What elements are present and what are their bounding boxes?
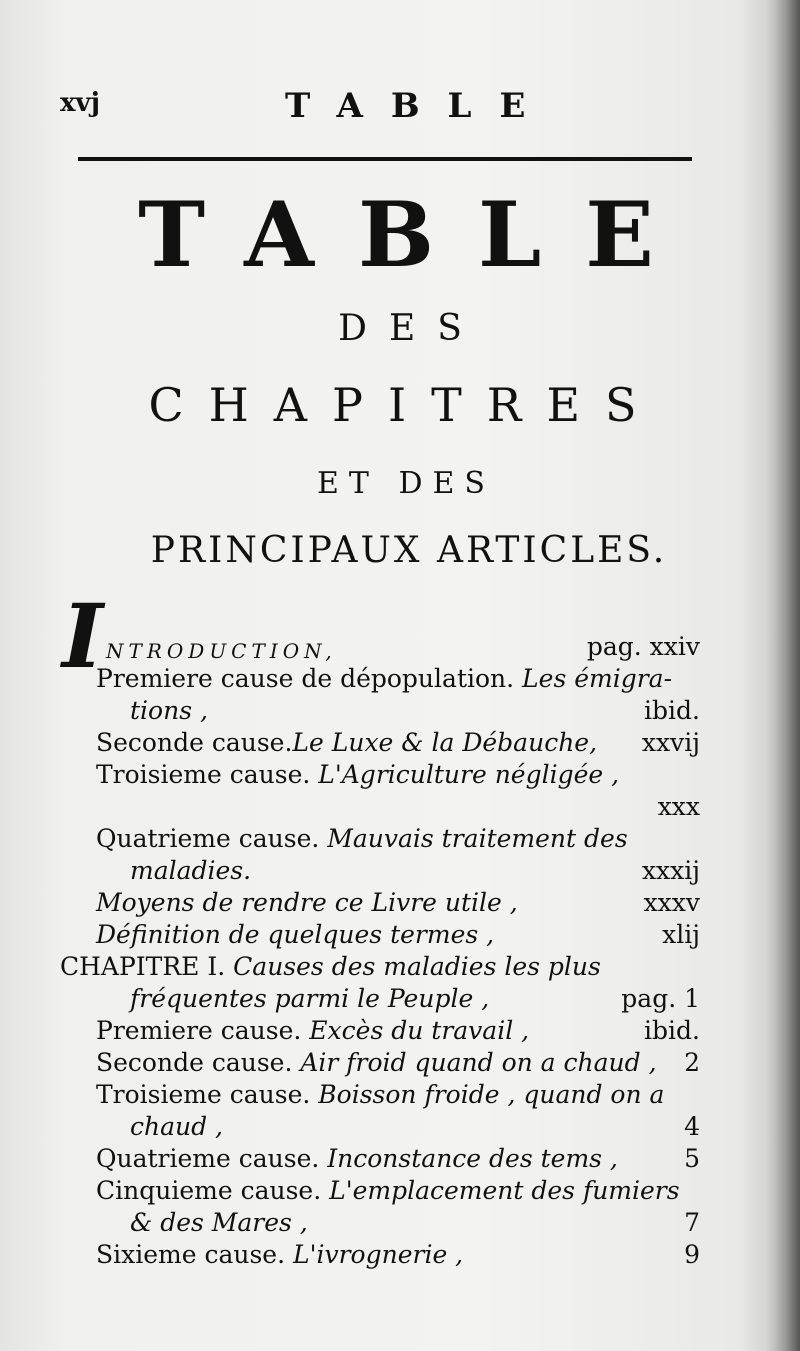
toc-entry-italic: L'Agriculture négligée , xyxy=(318,760,620,789)
toc-entry-page: pag. xxiv xyxy=(586,632,700,661)
title-et-des: ET DES xyxy=(317,466,495,501)
toc-entry-italic: Mauvais traitement des xyxy=(327,824,628,853)
toc-entry xyxy=(60,856,700,888)
toc-entry-text xyxy=(96,1080,664,1110)
toc-entry xyxy=(60,824,700,856)
page-number: xvj xyxy=(60,88,101,118)
toc-entry-page: ibid. xyxy=(644,696,700,725)
toc-entry-text xyxy=(96,1048,657,1078)
toc-entry-text xyxy=(96,1240,463,1270)
toc-entry-text: NTRODUCTION, xyxy=(106,639,337,663)
toc-entry-italic: chaud , xyxy=(130,1112,224,1141)
toc-entry-page: pag. 1 xyxy=(621,984,700,1013)
toc-entry xyxy=(60,1176,700,1208)
toc-entry-label: Seconde cause. xyxy=(96,1048,293,1077)
toc-entry xyxy=(60,664,700,696)
title-des: DES xyxy=(338,308,484,349)
toc-entry-label: Quatrieme cause. xyxy=(96,1144,320,1173)
toc-entry xyxy=(60,984,700,1016)
toc-entry-page: xlij xyxy=(662,920,700,949)
toc-entry-italic: & des Mares , xyxy=(130,1208,308,1237)
toc-entry xyxy=(60,696,700,728)
toc-entry xyxy=(60,760,700,792)
toc-entry xyxy=(60,920,700,952)
toc-entry-italic: Air froid quand on a chaud , xyxy=(300,1048,657,1077)
toc-entry-italic: L'ivrognerie , xyxy=(293,1240,464,1269)
toc-entry-italic: tions , xyxy=(130,696,208,725)
toc-entry-text xyxy=(96,664,672,694)
toc-entry-label: Cinquieme cause. xyxy=(96,1176,322,1205)
toc-entry xyxy=(60,1144,700,1176)
toc-entry-label: Seconde cause. xyxy=(96,728,293,757)
toc-entry xyxy=(60,952,700,984)
toc-entry-label: Premiere cause. xyxy=(96,1016,302,1045)
header-rule xyxy=(78,157,692,161)
toc-entry-text xyxy=(96,760,619,790)
toc-entry-page: xxvij xyxy=(641,728,700,757)
toc-entry-page: xxxv xyxy=(643,888,700,917)
toc-entry-italic: Causes des maladies les plus xyxy=(233,952,601,981)
toc-entry-text xyxy=(60,952,601,982)
toc-entry-label: Premiere cause de dépopulation. xyxy=(96,664,515,693)
toc-entry-text xyxy=(96,1016,529,1046)
toc-entry-page: 9 xyxy=(684,1240,700,1269)
toc-entry xyxy=(60,1208,700,1240)
toc-entry-italic: Excès du travail , xyxy=(309,1016,530,1045)
title-main: TABLE xyxy=(138,182,698,288)
toc-entry-text xyxy=(96,1144,618,1174)
toc-entry-italic: fréquentes parmi le Peuple , xyxy=(130,984,490,1013)
running-head xyxy=(60,88,680,128)
toc-entry-page: ibid. xyxy=(644,1016,700,1045)
toc-entry xyxy=(60,1240,700,1272)
toc-entry xyxy=(60,632,700,664)
toc-entry xyxy=(60,792,700,824)
toc-entry-italic: Le Luxe & la Débauche, xyxy=(292,728,598,757)
toc-entry-page: 4 xyxy=(684,1112,700,1141)
toc-entry-italic: L'emplacement des fumiers xyxy=(329,1176,680,1205)
toc-entry xyxy=(60,728,700,760)
drop-cap-initial: I xyxy=(62,584,104,688)
toc-entry-page: 7 xyxy=(684,1208,700,1237)
toc-entry-text xyxy=(96,728,597,758)
toc-entry-page: xxx xyxy=(657,792,700,821)
toc-entry-italic: Définition de quelques termes , xyxy=(96,920,495,949)
toc-entry-italic: Inconstance des tems , xyxy=(327,1144,618,1173)
toc-entry-text xyxy=(96,824,628,854)
toc-entry-page: xxxij xyxy=(641,856,700,885)
toc-entry-label: Troisieme cause. xyxy=(96,1080,311,1109)
toc-entry-page: 5 xyxy=(684,1144,700,1173)
toc-entry xyxy=(60,1080,700,1112)
toc-entry-label: Troisieme cause. xyxy=(96,760,311,789)
toc-entry-label: CHAPITRE I. xyxy=(60,952,226,981)
toc-entry-italic: Les émigra- xyxy=(522,664,673,693)
toc-entry-italic: Boisson froide , quand on a xyxy=(318,1080,665,1109)
toc-entry xyxy=(60,1112,700,1144)
toc-entry xyxy=(60,1048,700,1080)
toc-entry-italic: Moyens de rendre ce Livre utile , xyxy=(96,888,518,917)
toc-entry xyxy=(60,1016,700,1048)
toc-entry xyxy=(60,888,700,920)
title-principaux: PRINCIPAUX ARTICLES. xyxy=(150,530,668,571)
toc-entry-page: 2 xyxy=(684,1048,700,1077)
running-title: TABLE xyxy=(285,86,554,126)
table-of-contents xyxy=(60,584,700,1312)
toc-entry-italic: maladies. xyxy=(130,856,252,885)
title-chapitres: CHAPITRES xyxy=(148,378,662,432)
toc-entry-label: Quatrieme cause. xyxy=(96,824,320,853)
toc-entry-text xyxy=(96,1176,680,1206)
toc-entry-label: Sixieme cause. xyxy=(96,1240,286,1269)
